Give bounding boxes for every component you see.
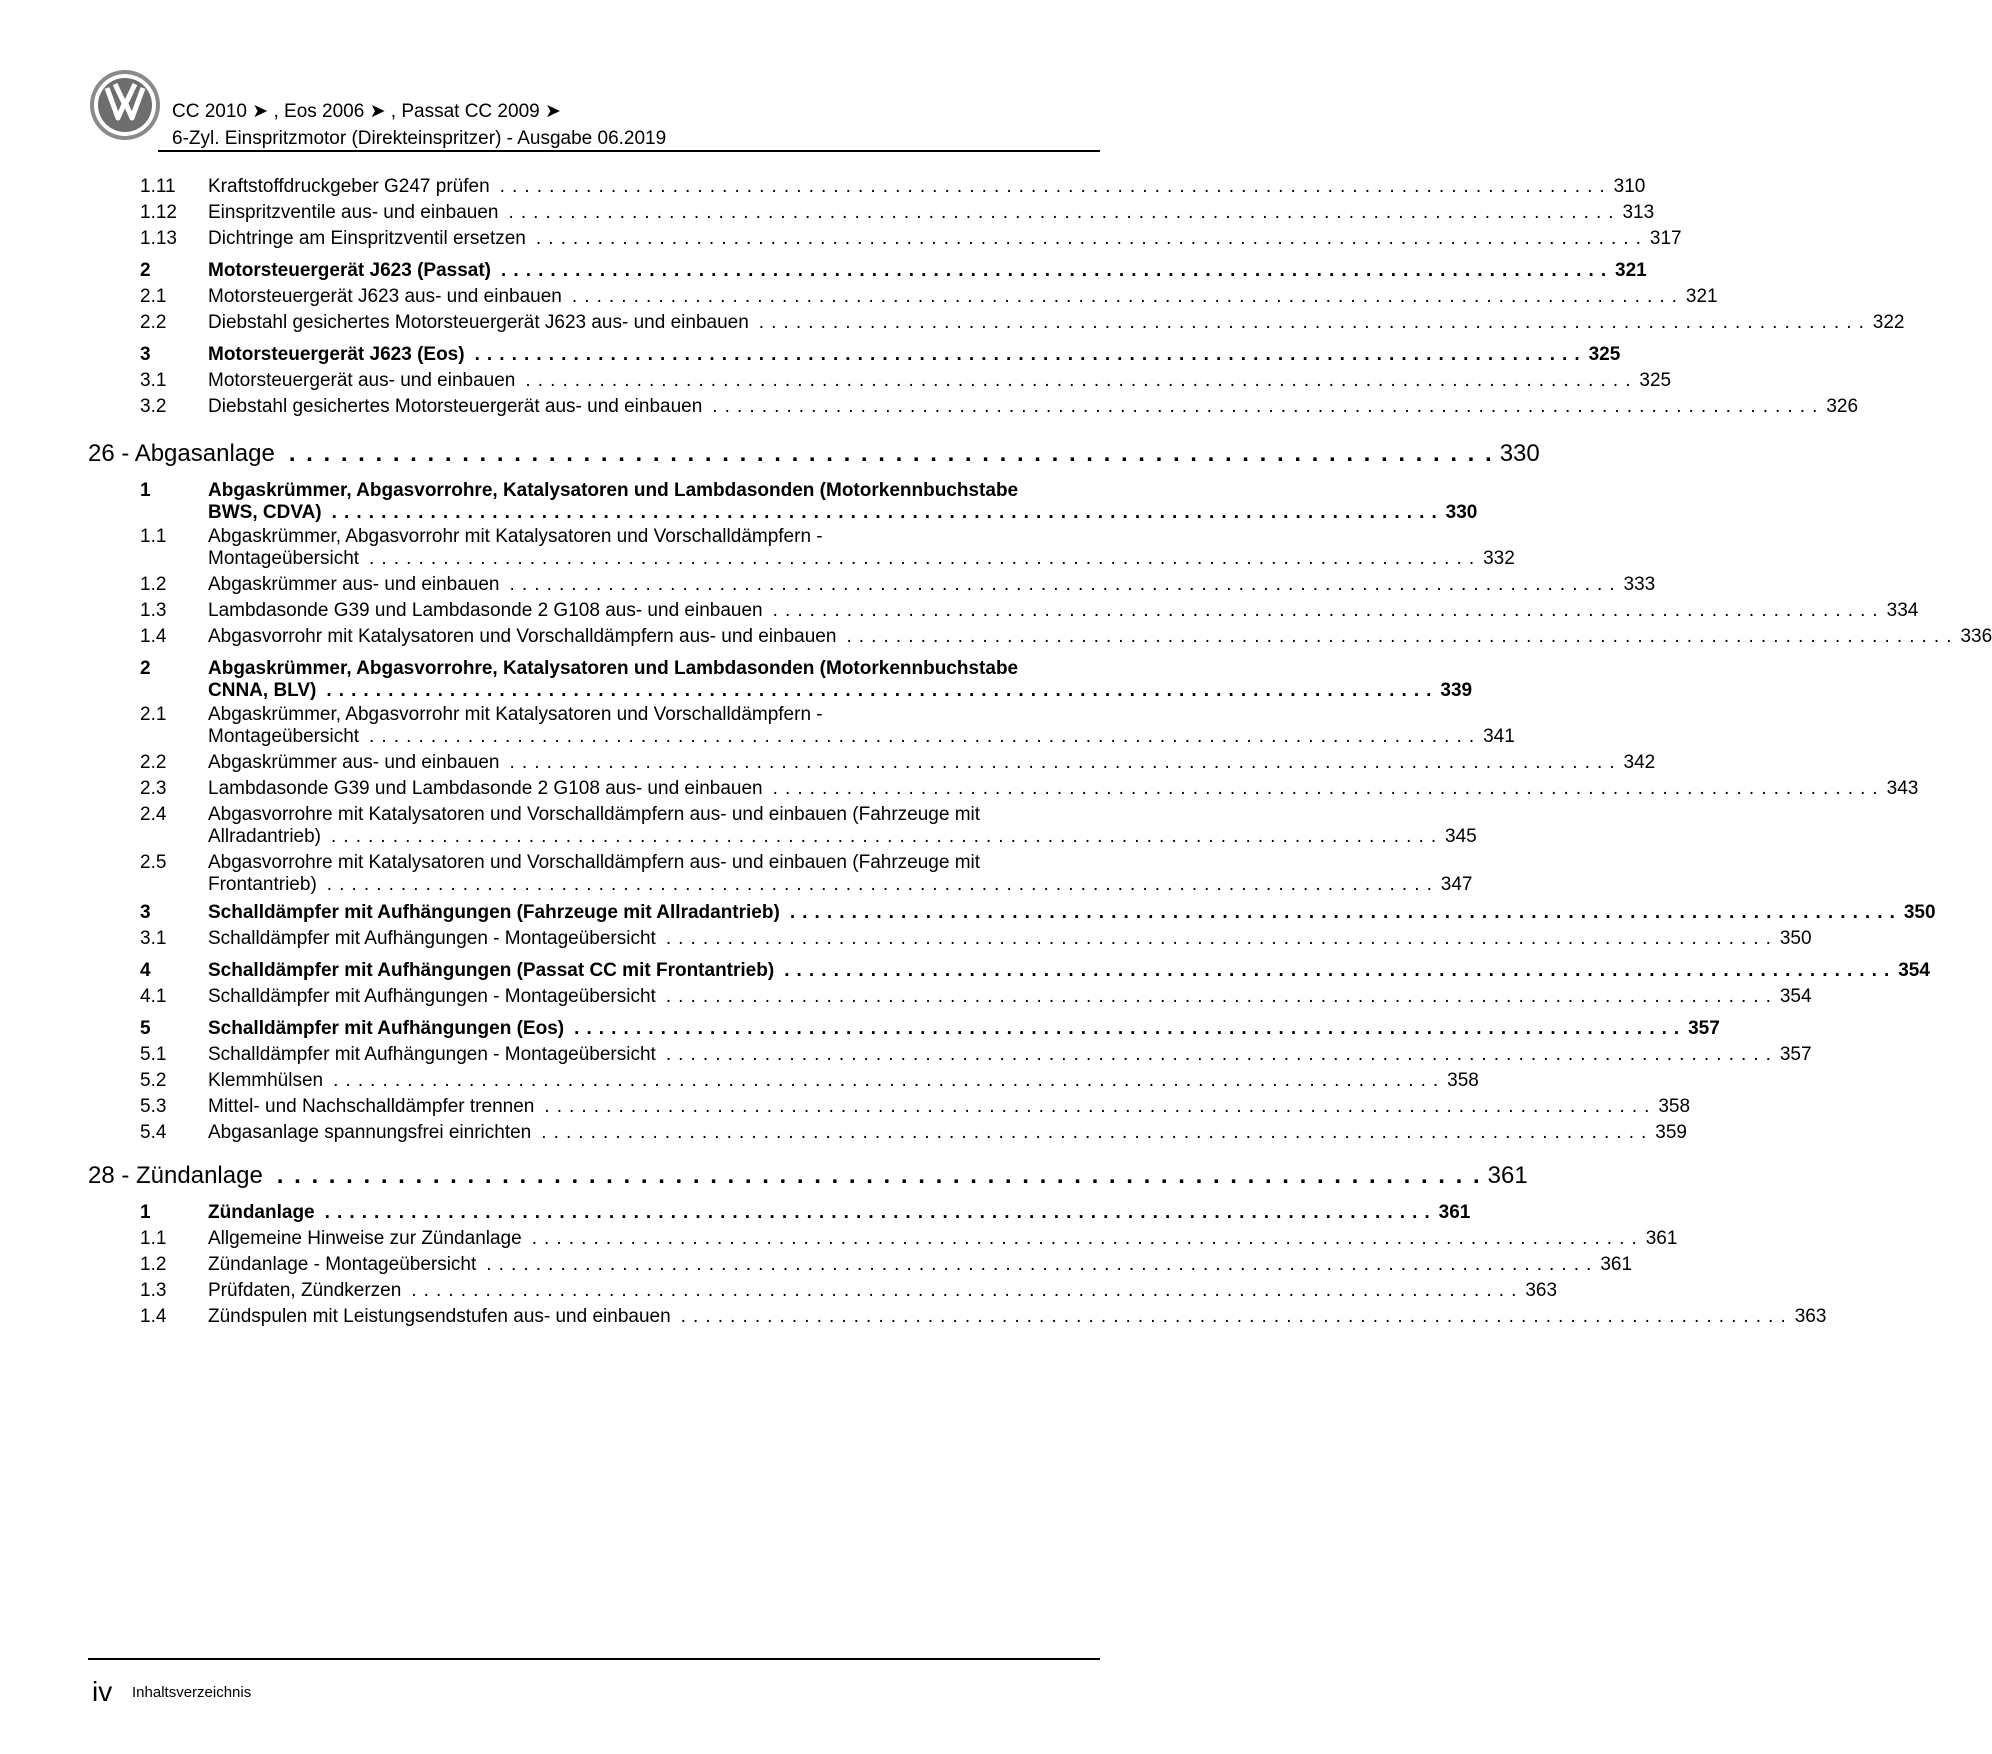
toc-title: Abgasvorrohr mit Katalysatoren und Vorschalldämpfern aus- und einbauen [208,626,837,647]
toc-title: Schalldämpfer mit Aufhängungen (Eos) [208,1018,565,1039]
toc-title-line1: Abgasvorrohre mit Katalysatoren und Vorschalldämpfern aus- und einbauen (Fahrzeuge mit [208,852,981,873]
toc-title-line2: Allradantrieb) [208,826,321,847]
toc-number: 5.3 [140,1096,167,1117]
toc-title-line2: Montageübersicht [208,726,360,747]
toc-number: 1.3 [140,1280,167,1301]
toc-title: Allgemeine Hinweise zur Zündanlage [208,1228,522,1249]
toc-page: 357 [1688,1018,1720,1039]
toc-page: 342 [1623,752,1656,773]
toc-title: Motorsteuergerät J623 (Passat) [208,260,491,281]
toc-page: 332 [1483,548,1515,569]
header-models: CC 2010 ➤ , Eos 2006 ➤ , Passat CC 2009 ➤ [172,101,561,122]
toc-title: Motorsteuergerät J623 aus- und einbauen [208,286,562,307]
toc-number: 3.2 [140,396,167,417]
toc-number: 1.1 [140,526,167,547]
toc-title: Schalldämpfer mit Aufhängungen - Montageübersicht [208,1044,656,1065]
toc-page: 361 [1645,1228,1678,1249]
toc-number: 1 [140,480,151,501]
toc-number: 5.1 [140,1044,167,1065]
toc-number: 4.1 [140,986,167,1007]
toc-title: Mittel- und Nachschalldämpfer trennen [208,1096,535,1117]
toc-title: Zündspulen mit Leistungsendstufen aus- und einbauen [208,1306,671,1327]
footer-page-number: iv [92,1676,113,1707]
toc-page: 350 [1779,928,1812,949]
toc-number: 3 [140,902,151,923]
toc-number: 2.2 [140,312,167,333]
footer-divider [88,1658,1100,1660]
toc-title: Schalldämpfer mit Aufhängungen (Fahrzeuge mit Allradantrieb) [208,902,780,923]
toc-number: 2.2 [140,752,167,773]
toc-title: Lambdasonde G39 und Lambdasonde 2 G108 aus- und einbauen [208,778,763,799]
toc-number: 2.5 [140,852,167,873]
toc-title: Zündanlage - Montageübersicht [208,1254,477,1275]
toc-number: 2 [140,658,151,679]
toc-page: 358 [1658,1096,1691,1117]
toc-number: 2.3 [140,778,167,799]
toc-title: Zündanlage [208,1202,315,1223]
toc-number: 1.11 [140,176,176,197]
toc-number: 1.13 [140,228,177,249]
toc-page: 359 [1655,1122,1687,1143]
toc-number: 1.12 [140,202,177,223]
toc-page: 321 [1685,286,1718,307]
toc-number: 4 [140,960,151,981]
toc-page: 350 [1903,902,1936,923]
toc-page: 347 [1440,874,1473,895]
header-divider [158,150,1100,152]
toc-title-line1: Abgaskrümmer, Abgasvorrohre, Katalysatoren und Lambdasonden (Motorkennbuchstabe [208,658,1019,679]
toc-page: 341 [1483,726,1515,747]
vw-logo-icon [88,68,162,142]
toc-number: 1.4 [140,626,167,647]
toc-title: Dichtringe am Einspritzventil ersetzen [208,228,526,249]
toc-title-line1: Abgaskrümmer, Abgasvorrohre, Katalysatoren und Lambdasonden (Motorkennbuchstabe [208,480,1019,501]
toc-title: Abgasanlage spannungsfrei einrichten [208,1122,532,1143]
chapter-title: 28 - Zündanlage [88,1162,263,1189]
toc-page: 354 [1779,986,1812,1007]
toc-title: Diebstahl gesichertes Motorsteuergerät J623 aus- und einbauen [208,312,749,333]
toc-title-line2: BWS, CDVA) [208,502,322,523]
toc-number: 2.1 [140,286,167,307]
toc-page: 317 [1649,228,1682,249]
toc-title: Kraftstoffdruckgeber G247 prüfen [208,176,490,197]
toc-chapter-28[interactable]: 28 - Zündanlage . . . . . . . . . . . . . . . . . . . . . . . . . . . . . . . . . . . . . . . . . . . . . . . . . . . . . . . . . . . . . . . . . . . . . . 361 [88,1162,1528,1189]
toc-page: 310 [1613,176,1646,197]
header-subtitle: 6-Zyl. Einspritzmotor (Direkteinspritzer) - Ausgabe 06.2019 [172,128,667,149]
toc-chapter-26[interactable]: 26 - Abgasanlage . . . . . . . . . . . . . . . . . . . . . . . . . . . . . . . . . . . . . . . . . . . . . . . . . . . . . . . . . . . . . . . . . . . . . . 330 [88,440,1540,467]
toc-number: 3 [140,344,151,365]
toc-title: Abgaskrümmer aus- und einbauen [208,574,500,595]
toc-title-line1: Abgaskrümmer, Abgasvorrohr mit Katalysatoren und Vorschalldämpfern - [208,704,823,725]
toc-page: 361 [1438,1202,1471,1223]
toc-page: 322 [1872,312,1905,333]
footer-label: Inhaltsverzeichnis [132,1684,252,1701]
toc-page: 313 [1622,202,1655,223]
toc-page: 325 [1588,344,1621,365]
toc-number: 5.4 [140,1122,167,1143]
toc-number: 1.2 [140,1254,167,1275]
toc-number: 1.3 [140,600,167,621]
toc-page: 358 [1447,1070,1479,1091]
toc-page: 354 [1898,960,1930,981]
toc-title: Schalldämpfer mit Aufhängungen - Montageübersicht [208,928,656,949]
toc-number: 1 [140,1202,151,1223]
toc-title: Prüfdaten, Zündkerzen [208,1280,402,1301]
toc-page: 325 [1639,370,1672,391]
chapter-title: 26 - Abgasanlage [88,440,275,467]
toc-title-line1: Abgasvorrohre mit Katalysatoren und Vorschalldämpfern aus- und einbauen (Fahrzeuge mit [208,804,981,825]
toc-title: Diebstahl gesichertes Motorsteuergerät aus- und einbauen [208,396,703,417]
toc-page: 333 [1623,574,1656,595]
toc-page: 357 [1779,1044,1812,1065]
toc-title: Schalldämpfer mit Aufhängungen - Montageübersicht [208,986,656,1007]
chapter-page: 330 [1499,440,1540,467]
toc-title: Motorsteuergerät aus- und einbauen [208,370,516,391]
toc-title-line2: Montageübersicht [208,548,360,569]
toc-number: 2 [140,260,151,281]
toc-title: Abgaskrümmer aus- und einbauen [208,752,500,773]
toc-title: Einspritzventile aus- und einbauen [208,202,499,223]
toc-page: 321 [1615,260,1647,281]
toc-page: 343 [1886,778,1919,799]
toc-title: Schalldämpfer mit Aufhängungen (Passat CC mit Frontantrieb) [208,960,775,981]
toc-number: 5 [140,1018,151,1039]
toc-number: 1.4 [140,1306,167,1327]
toc-number: 2.4 [140,804,167,825]
toc-page: 336 [1960,626,1992,647]
toc-number: 1.1 [140,1228,167,1249]
toc-page: 326 [1826,396,1859,417]
toc-number: 2.1 [140,704,167,725]
toc-title: Lambdasonde G39 und Lambdasonde 2 G108 aus- und einbauen [208,600,763,621]
toc-page: 334 [1886,600,1919,621]
toc-title-line2: Frontantrieb) [208,874,317,895]
toc-page: 363 [1525,1280,1558,1301]
toc-number: 5.2 [140,1070,167,1091]
toc-title-line2: CNNA, BLV) [208,680,317,701]
toc-number: 1.2 [140,574,167,595]
toc-page: 339 [1440,680,1473,701]
toc-page: 361 [1600,1254,1633,1275]
toc-title: Motorsteuergerät J623 (Eos) [208,344,465,365]
page-header [88,68,1100,152]
toc-number: 3.1 [140,370,167,391]
toc-number: 3.1 [140,928,167,949]
toc-page: 363 [1794,1306,1827,1327]
chapter-page: 361 [1487,1162,1528,1189]
toc-page: 345 [1445,826,1477,847]
toc-title: Klemmhülsen [208,1070,324,1091]
toc-page: 330 [1445,502,1478,523]
toc-title-line1: Abgaskrümmer, Abgasvorrohr mit Katalysatoren und Vorschalldämpfern - [208,526,823,547]
